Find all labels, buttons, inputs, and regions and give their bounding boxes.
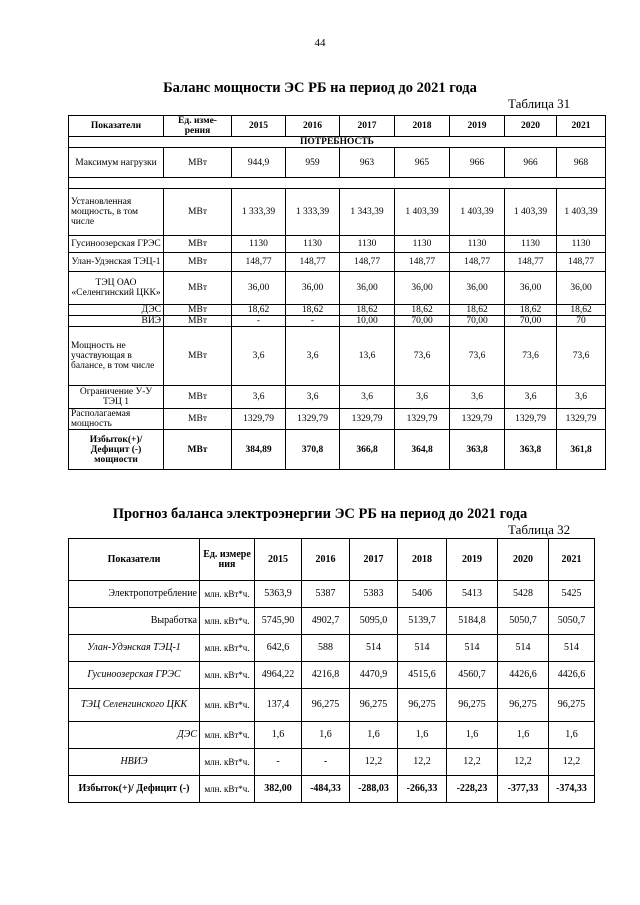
value-cell: 382,00 [255,776,302,803]
value-cell: - [286,316,340,327]
value-cell: 73,6 [395,327,450,386]
unit-cell: МВт [164,148,232,178]
unit-cell: млн. кВт*ч. [200,635,255,662]
value-cell: 514 [498,635,549,662]
value-cell: 3,6 [232,386,286,409]
value-cell: 1,6 [255,722,302,749]
value-cell: 1130 [232,236,286,253]
table-row [69,776,595,803]
value-cell: 1,6 [447,722,498,749]
value-cell: 10,00 [340,316,395,327]
value-cell: 36,00 [395,272,450,305]
value-cell: 3,6 [505,386,557,409]
value-cell: 1,6 [549,722,595,749]
value-cell: 1,6 [350,722,398,749]
row-label: Мощность не участвующая в балансе, в том числе [69,327,164,386]
value-cell: 18,62 [395,305,450,316]
row-label: Улан-Удэнская ТЭЦ-1 [69,635,200,662]
unit-cell: млн. кВт*ч. [200,662,255,689]
table-row [69,430,606,470]
value-cell: 36,00 [450,272,505,305]
column-header: 2017 [340,116,395,137]
table-row [69,581,595,608]
value-cell: 5050,7 [549,608,595,635]
value-cell: 1329,79 [505,409,557,430]
value-cell: 148,77 [505,253,557,272]
value-cell: 1130 [286,236,340,253]
value-cell: 4426,6 [498,662,549,689]
row-label: Установленная мощность, в том числе [69,189,164,236]
value-cell: 70 [557,316,606,327]
value-cell: 3,6 [340,386,395,409]
value-cell: 5387 [302,581,350,608]
value-cell: 18,62 [286,305,340,316]
value-cell: -266,33 [398,776,447,803]
row-label: НВИЭ [69,749,200,776]
value-cell: 5425 [549,581,595,608]
value-cell: 1 403,39 [557,189,606,236]
value-cell: 3,6 [557,386,606,409]
table32-label: Таблица 32 [508,522,571,537]
value-cell: 3,6 [286,386,340,409]
value-cell: 5139,7 [398,608,447,635]
value-cell: 18,62 [340,305,395,316]
value-cell: 642,6 [255,635,302,662]
table-header-row [69,539,595,581]
unit-cell: млн. кВт*ч. [200,776,255,803]
row-label: Электропотребление [69,581,200,608]
value-cell: 12,2 [398,749,447,776]
section-row [69,137,606,148]
value-cell: 366,8 [340,430,395,470]
value-cell: -377,33 [498,776,549,803]
value-cell: 5095,0 [350,608,398,635]
value-cell: 1329,79 [340,409,395,430]
unit-cell: млн. кВт*ч. [200,722,255,749]
value-cell: 96,275 [302,689,350,722]
value-cell: 968 [557,148,606,178]
row-label: Избыток(+)/ Дефицит (-) [69,776,200,803]
value-cell: 148,77 [340,253,395,272]
value-cell: 18,62 [505,305,557,316]
table31-title: Баланс мощности ЭС РБ на период до 2021 года [163,80,477,96]
value-cell: 18,62 [232,305,286,316]
value-cell: 36,00 [232,272,286,305]
unit-cell: МВт [164,430,232,470]
value-cell: 5428 [498,581,549,608]
value-cell: 1130 [557,236,606,253]
value-cell: 1 403,39 [395,189,450,236]
value-cell: 588 [302,635,350,662]
row-label: Располагаемая мощность [69,409,164,430]
column-header: 2021 [557,116,606,137]
value-cell: 12,2 [549,749,595,776]
table32-title: Прогноз баланса электроэнергии ЭС РБ на период до 2021 года [112,506,528,522]
column-header: 2020 [498,539,549,581]
spacer-cell [69,178,606,189]
value-cell: 4515,6 [398,662,447,689]
value-cell: 1130 [450,236,505,253]
value-cell: 514 [350,635,398,662]
column-header: 2018 [395,116,450,137]
value-cell: 1 403,39 [450,189,505,236]
value-cell: 4902,7 [302,608,350,635]
value-cell: 966 [505,148,557,178]
unit-cell: МВт [164,236,232,253]
column-header: 2019 [447,539,498,581]
value-cell: 361,8 [557,430,606,470]
value-cell: 963 [340,148,395,178]
unit-cell: млн. кВт*ч. [200,608,255,635]
value-cell: 70,00 [395,316,450,327]
table-row [69,662,595,689]
page-number: 44 [314,37,326,49]
value-cell: 1130 [395,236,450,253]
value-cell: 1 333,39 [286,189,340,236]
value-cell: 3,6 [395,386,450,409]
table-row [69,386,606,409]
value-cell: 965 [395,148,450,178]
table-row [69,236,606,253]
column-header: 2020 [505,116,557,137]
row-label: Выработка [69,608,200,635]
value-cell: 96,275 [498,689,549,722]
value-cell: 148,77 [450,253,505,272]
value-cell: 1 403,39 [505,189,557,236]
value-cell: 1329,79 [450,409,505,430]
column-header: 2015 [232,116,286,137]
value-cell: 384,89 [232,430,286,470]
value-cell: 1 333,39 [232,189,286,236]
column-header: Ед. измере ния [200,539,255,581]
value-cell: 4470,9 [350,662,398,689]
table-header-row [69,116,606,137]
row-label: Гусиноозерская ГРЭС [69,662,200,689]
value-cell: 148,77 [395,253,450,272]
value-cell: - [302,749,350,776]
table-row [69,148,606,178]
value-cell: 3,6 [232,327,286,386]
unit-cell: МВт [164,327,232,386]
unit-cell: млн. кВт*ч. [200,689,255,722]
value-cell: 514 [447,635,498,662]
value-cell: 1329,79 [557,409,606,430]
unit-cell: млн. кВт*ч. [200,749,255,776]
table31-label: Таблица 31 [508,96,571,111]
value-cell: 4216,8 [302,662,350,689]
value-cell: 1 343,39 [340,189,395,236]
value-cell: 1329,79 [286,409,340,430]
value-cell: 5184,8 [447,608,498,635]
value-cell: -228,23 [447,776,498,803]
value-cell: 966 [450,148,505,178]
value-cell: -374,33 [549,776,595,803]
spacer-row [69,178,606,189]
value-cell: 1130 [340,236,395,253]
power-balance-table [68,115,606,470]
value-cell: 96,275 [549,689,595,722]
value-cell: 514 [549,635,595,662]
row-label: ВИЭ [69,316,164,327]
column-header: 2016 [302,539,350,581]
value-cell: 959 [286,148,340,178]
value-cell: 148,77 [232,253,286,272]
unit-cell: МВт [164,272,232,305]
value-cell: -484,33 [302,776,350,803]
column-header: 2016 [286,116,340,137]
unit-cell: млн. кВт*ч. [200,581,255,608]
table-row [69,689,595,722]
unit-cell: МВт [164,305,232,316]
table-row [69,327,606,386]
value-cell: 18,62 [557,305,606,316]
value-cell: 137,4 [255,689,302,722]
value-cell: 148,77 [286,253,340,272]
value-cell: 13,6 [340,327,395,386]
table-row [69,316,606,327]
value-cell: 70,00 [505,316,557,327]
value-cell: 5413 [447,581,498,608]
table-row [69,409,606,430]
row-label: ДЭС [69,722,200,749]
value-cell: 5406 [398,581,447,608]
value-cell: -288,03 [350,776,398,803]
value-cell: 944,9 [232,148,286,178]
value-cell: 96,275 [447,689,498,722]
row-label: Ограничение У-У ТЭЦ 1 [69,386,164,409]
value-cell: 73,6 [557,327,606,386]
value-cell: 364,8 [395,430,450,470]
unit-cell: МВт [164,386,232,409]
value-cell: 1,6 [302,722,350,749]
value-cell: 73,6 [450,327,505,386]
value-cell: 1329,79 [395,409,450,430]
value-cell: 4560,7 [447,662,498,689]
row-label: Максимум нагрузки [69,148,164,178]
unit-cell: МВт [164,189,232,236]
value-cell: 1,6 [398,722,447,749]
value-cell: 363,8 [450,430,505,470]
row-label: ДЭС [69,305,164,316]
column-header: 2015 [255,539,302,581]
value-cell: 363,8 [505,430,557,470]
value-cell: 514 [398,635,447,662]
value-cell: 12,2 [498,749,549,776]
value-cell: 1,6 [498,722,549,749]
table-row [69,749,595,776]
table-row [69,635,595,662]
value-cell: 5383 [350,581,398,608]
value-cell: - [255,749,302,776]
value-cell: 96,275 [350,689,398,722]
column-header: 2019 [450,116,505,137]
column-header: Показатели [69,539,200,581]
column-header: 2018 [398,539,447,581]
value-cell: 96,275 [398,689,447,722]
column-header: Показатели [69,116,164,137]
value-cell: 3,6 [450,386,505,409]
value-cell: 36,00 [557,272,606,305]
value-cell: 1329,79 [232,409,286,430]
row-label: ТЭЦ Селенгинского ЦКК [69,689,200,722]
value-cell: 36,00 [286,272,340,305]
table-row [69,272,606,305]
row-label: Избыток(+)/ Дефицит (-) мощности [69,430,164,470]
section-heading: ПОТРЕБНОСТЬ [69,137,606,148]
value-cell: 4964,22 [255,662,302,689]
table-row [69,608,595,635]
value-cell: 70,00 [450,316,505,327]
value-cell: 370,8 [286,430,340,470]
row-label: Улан-Удэнская ТЭЦ-1 [69,253,164,272]
value-cell: - [232,316,286,327]
table-row [69,189,606,236]
value-cell: 12,2 [350,749,398,776]
value-cell: 12,2 [447,749,498,776]
column-header: Ед. изме-рения [164,116,232,137]
column-header: 2021 [549,539,595,581]
table-row [69,722,595,749]
value-cell: 5745,90 [255,608,302,635]
row-label: ТЭЦ ОАО «Селенгинский ЦКК» [69,272,164,305]
value-cell: 18,62 [450,305,505,316]
value-cell: 3,6 [286,327,340,386]
unit-cell: МВт [164,253,232,272]
value-cell: 36,00 [340,272,395,305]
unit-cell: МВт [164,316,232,327]
column-header: 2017 [350,539,398,581]
value-cell: 36,00 [505,272,557,305]
table-row [69,305,606,316]
energy-balance-table [68,538,595,803]
row-label: Гусиноозерская ГРЭС [69,236,164,253]
value-cell: 73,6 [505,327,557,386]
value-cell: 5050,7 [498,608,549,635]
value-cell: 4426,6 [549,662,595,689]
value-cell: 5363,9 [255,581,302,608]
unit-cell: МВт [164,409,232,430]
table-row [69,253,606,272]
value-cell: 1130 [505,236,557,253]
value-cell: 148,77 [557,253,606,272]
